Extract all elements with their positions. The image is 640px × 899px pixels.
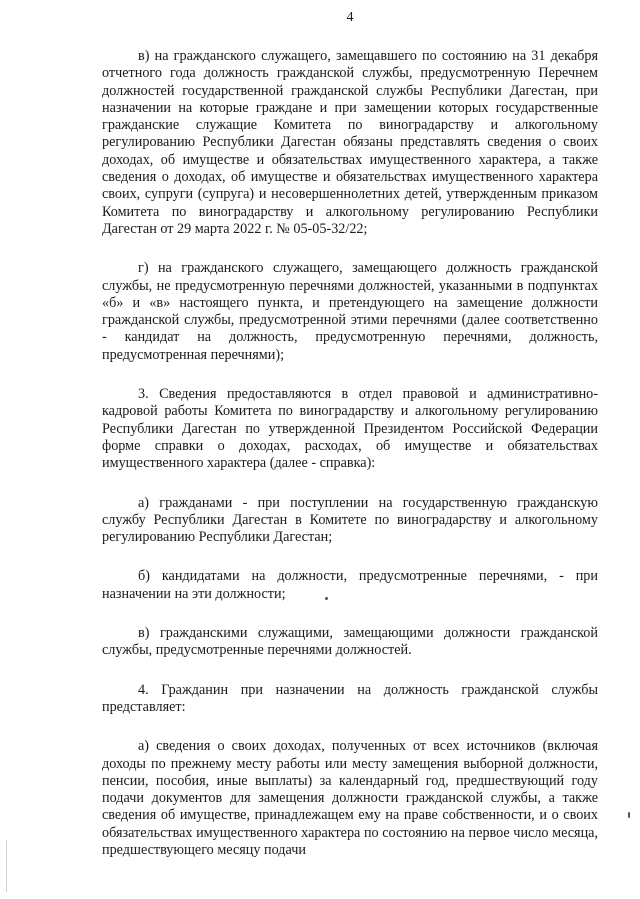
- paragraph-subitem-v: в) на гражданского служащего, замещавшего по состоянию на 31 декабря отчетного года должность гражданской службы, предусмотренную Перечнем должностей государственной гражданской службы Республики Дагестан, при назначении на которые граждане и при замещении которых государственные гражданские служащие Комитета по виноградарству и алкогольному регулированию Республики Дагестан обязаны представлять сведения о своих доходах, об имуществе и обязательствах имущественного характера, а также сведения о доходах, об имуществе и обязательствах имущественного характера своих, супруги (супруга) и несовершеннолетних детей, утвержденным приказом Комитета по виноградарству и алкогольному регулированию Республики Дагестан от 29 марта 2022 г. № 05-05-32/22;: [102, 48, 598, 237]
- scan-speck: [628, 812, 630, 818]
- paragraph-item-3-subitem-a: а) гражданами - при поступлении на государственную гражданскую службу Республики Дагестан в Комитете по виноградарству и алкогольному регулированию Республики Дагестан;: [102, 494, 598, 546]
- paragraph-item-4: 4. Гражданин при назначении на должность гражданской службы представляет:: [102, 681, 598, 715]
- paragraph-item-3-subitem-b: б) кандидатами на должности, предусмотренные перечнями, - при назначении на эти должности;: [102, 568, 598, 602]
- paragraph-item-4-subitem-a: а) сведения о своих доходах, полученных от всех источников (включая доходы по прежнему месту работы или месту замещения выборной должности, пенсии, пособия, иные выплаты) за календарный год, предшествующий году подачи документов для замещения должности гражданской службы, а также сведения об имуществе, принадлежащем ему на праве собственности, и о своих обязательствах имущественного характера по состоянию на первое число месяца, предшествующего месяцу подачи: [102, 738, 598, 858]
- paragraph-item-3: 3. Сведения предоставляются в отдел правовой и административно-кадровой работы Комитета по виноградарству и алкогольному регулированию Республики Дагестан по утвержденной Президентом Российской Федерации форме справки о доходах, расходах, об имуществе и обязательствах имущественного характера (далее - справка):: [102, 386, 598, 472]
- page-number: 4: [346, 10, 354, 25]
- paragraph-item-3-subitem-v: в) гражданскими служащими, замещающими должности гражданской службы, предусмотренные перечнями должностей.: [102, 625, 598, 659]
- scan-speck: [325, 597, 328, 600]
- paragraph-subitem-g: г) на гражданского служащего, замещающего должность гражданской службы, не предусмотренную перечнями должностей, указанными в подпунктах «б» и «в» настоящего пункта, и претендующего на замещение должности гражданской службы, предусмотренной этими перечнями (далее соответственно - кандидат на должность, предусмотренную перечнями, должность, предусмотренная перечнями);: [102, 260, 598, 363]
- scan-edge-line: [6, 840, 7, 892]
